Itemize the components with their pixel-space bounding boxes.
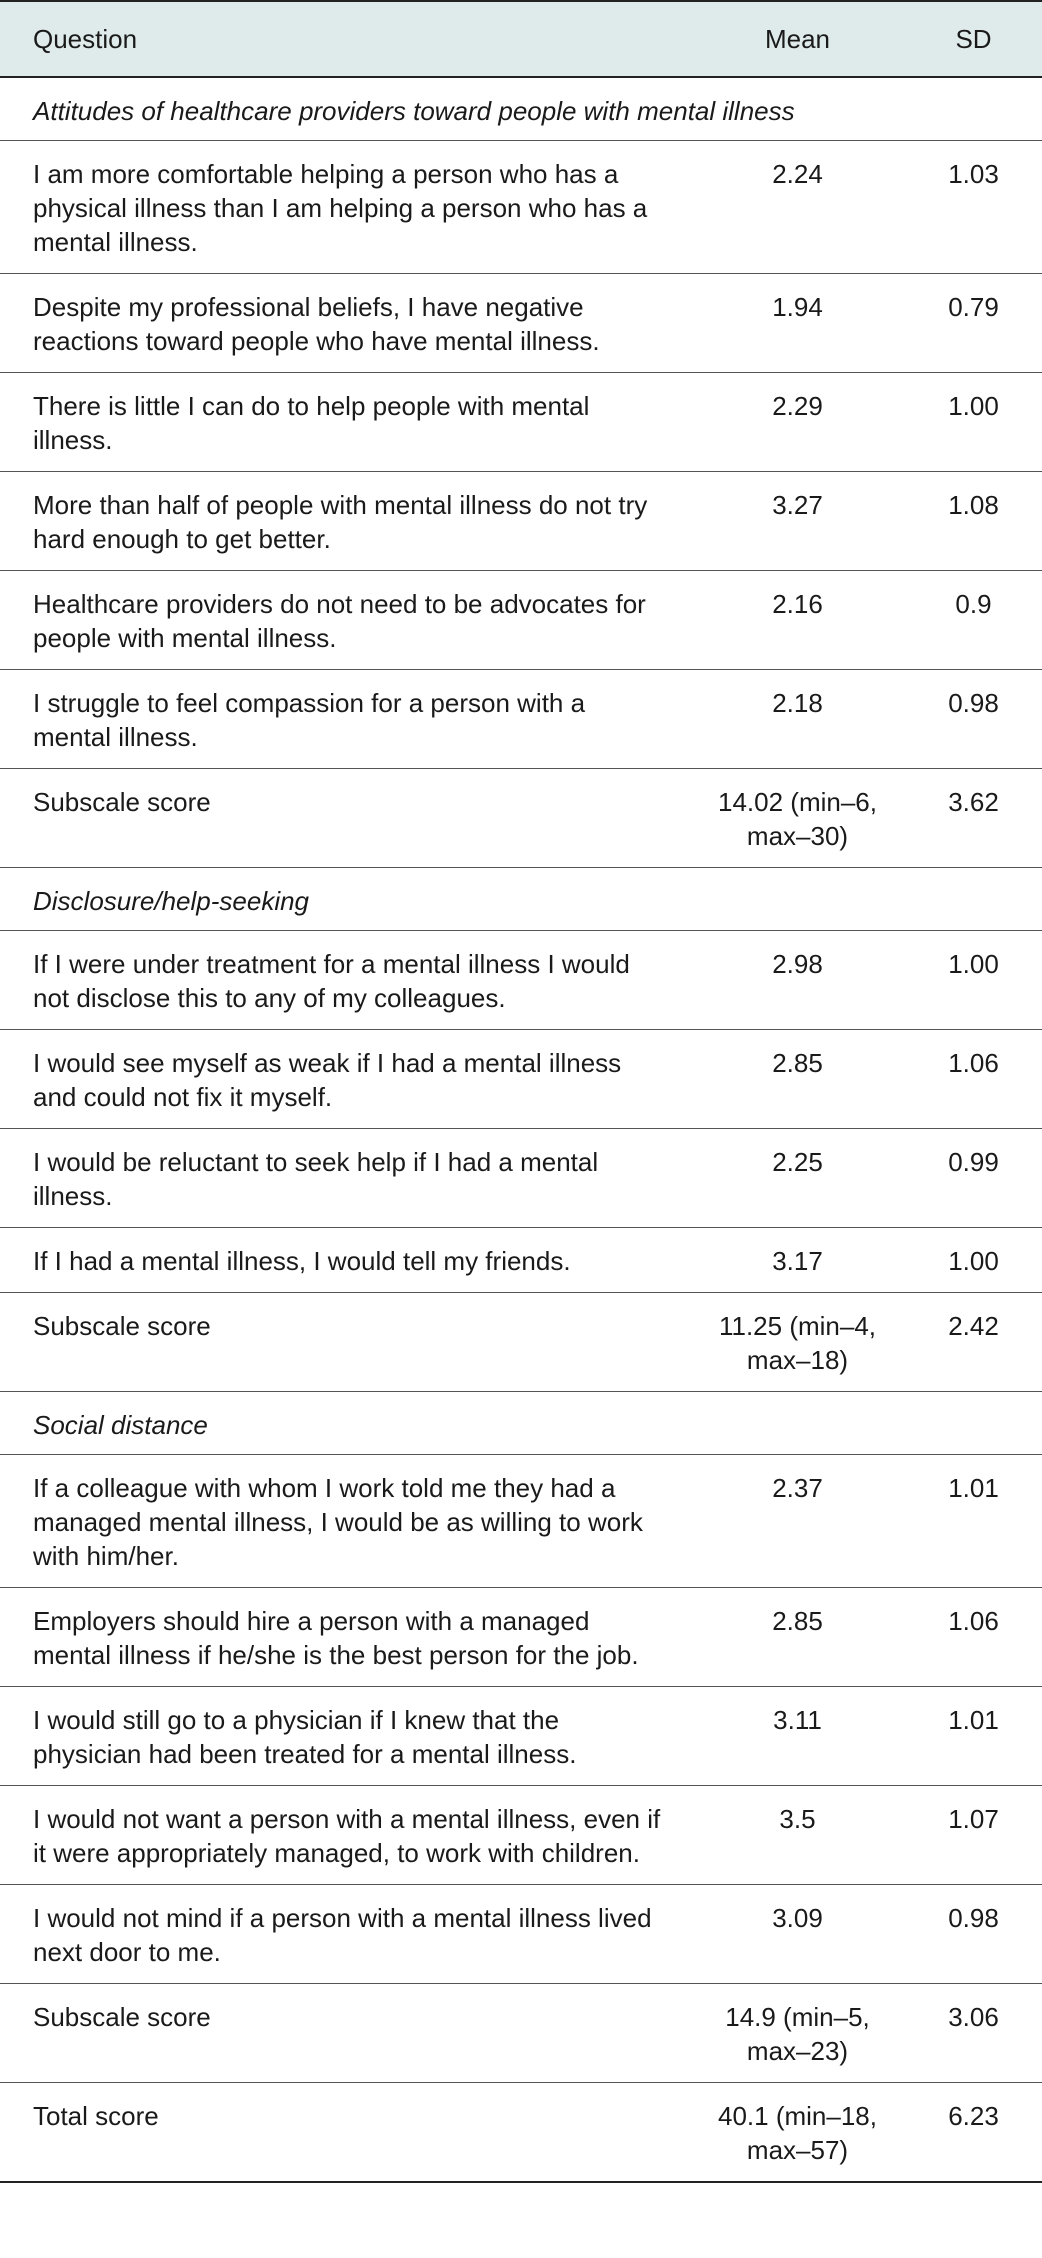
table-row bbox=[0, 931, 1042, 1030]
mean-cell: 2.98 bbox=[690, 931, 905, 1030]
table-row bbox=[0, 1293, 1042, 1392]
mean-cell: 1.94 bbox=[690, 274, 905, 373]
table-row bbox=[0, 1228, 1042, 1293]
question-cell: Subscale score bbox=[0, 769, 690, 868]
table-row bbox=[0, 1786, 1042, 1885]
mean-cell: 40.1 (min–18, max–57) bbox=[690, 2083, 905, 2183]
sd-cell: 3.62 bbox=[905, 769, 1042, 868]
question-cell: If I were under treatment for a mental illness I would not disclose this to any of my colleagues. bbox=[0, 931, 690, 1030]
question-cell: I would see myself as weak if I had a mental illness and could not fix it myself. bbox=[0, 1030, 690, 1129]
sd-cell: 1.00 bbox=[905, 931, 1042, 1030]
table-row bbox=[0, 670, 1042, 769]
sd-cell: 6.23 bbox=[905, 2083, 1042, 2183]
section-row bbox=[0, 77, 1042, 141]
question-cell: Total score bbox=[0, 2083, 690, 2183]
table-row bbox=[0, 571, 1042, 670]
section-label: Attitudes of healthcare providers toward people with mental illness bbox=[0, 77, 1042, 141]
mean-cell: 3.5 bbox=[690, 1786, 905, 1885]
mean-cell: 3.27 bbox=[690, 472, 905, 571]
mean-cell: 2.16 bbox=[690, 571, 905, 670]
question-cell: I would still go to a physician if I knew that the physician had been treated for a mental illness. bbox=[0, 1687, 690, 1786]
sd-cell: 0.99 bbox=[905, 1129, 1042, 1228]
header-row bbox=[0, 1, 1042, 77]
sd-cell: 0.9 bbox=[905, 571, 1042, 670]
sd-cell: 2.42 bbox=[905, 1293, 1042, 1392]
sd-cell: 3.06 bbox=[905, 1984, 1042, 2083]
question-cell: Subscale score bbox=[0, 1293, 690, 1392]
mean-cell: 11.25 (min–4, max–18) bbox=[690, 1293, 905, 1392]
sd-cell: 1.06 bbox=[905, 1030, 1042, 1129]
table-row bbox=[0, 1984, 1042, 2083]
table-row bbox=[0, 1030, 1042, 1129]
mean-cell: 2.25 bbox=[690, 1129, 905, 1228]
sd-cell: 1.07 bbox=[905, 1786, 1042, 1885]
mean-cell: 2.37 bbox=[690, 1455, 905, 1588]
question-cell: I would not want a person with a mental illness, even if it were appropriately managed, to work with children. bbox=[0, 1786, 690, 1885]
question-cell: I am more comfortable helping a person who has a physical illness than I am helping a person who has a mental illness. bbox=[0, 141, 690, 274]
mean-cell: 3.11 bbox=[690, 1687, 905, 1786]
table-row bbox=[0, 1129, 1042, 1228]
question-cell: More than half of people with mental illness do not try hard enough to get better. bbox=[0, 472, 690, 571]
sd-cell: 0.79 bbox=[905, 274, 1042, 373]
question-cell: If I had a mental illness, I would tell my friends. bbox=[0, 1228, 690, 1293]
table-row bbox=[0, 1885, 1042, 1984]
sd-cell: 1.00 bbox=[905, 373, 1042, 472]
table-row bbox=[0, 1455, 1042, 1588]
section-label: Social distance bbox=[0, 1392, 1042, 1455]
mean-cell: 3.09 bbox=[690, 1885, 905, 1984]
sd-cell: 1.06 bbox=[905, 1588, 1042, 1687]
question-cell: Healthcare providers do not need to be advocates for people with mental illness. bbox=[0, 571, 690, 670]
sd-cell: 0.98 bbox=[905, 1885, 1042, 1984]
table-row bbox=[0, 373, 1042, 472]
header-sd: SD bbox=[905, 1, 1042, 77]
table-row bbox=[0, 1588, 1042, 1687]
section-row bbox=[0, 868, 1042, 931]
sd-cell: 1.00 bbox=[905, 1228, 1042, 1293]
question-cell: I struggle to feel compassion for a person with a mental illness. bbox=[0, 670, 690, 769]
mean-cell: 2.24 bbox=[690, 141, 905, 274]
mean-cell: 2.18 bbox=[690, 670, 905, 769]
mean-cell: 14.9 (min–5, max–23) bbox=[690, 1984, 905, 2083]
sd-cell: 1.01 bbox=[905, 1455, 1042, 1588]
question-cell: There is little I can do to help people with mental illness. bbox=[0, 373, 690, 472]
table-row bbox=[0, 274, 1042, 373]
table-row bbox=[0, 1687, 1042, 1786]
question-cell: Despite my professional beliefs, I have negative reactions toward people who have mental illness. bbox=[0, 274, 690, 373]
table-row bbox=[0, 769, 1042, 868]
mean-cell: 2.29 bbox=[690, 373, 905, 472]
section-row bbox=[0, 1392, 1042, 1455]
question-cell: Employers should hire a person with a managed mental illness if he/she is the best person for the job. bbox=[0, 1588, 690, 1687]
sd-cell: 1.03 bbox=[905, 141, 1042, 274]
table-row bbox=[0, 472, 1042, 571]
table-row bbox=[0, 141, 1042, 274]
sd-cell: 0.98 bbox=[905, 670, 1042, 769]
table-row bbox=[0, 2083, 1042, 2183]
sd-cell: 1.01 bbox=[905, 1687, 1042, 1786]
mean-cell: 2.85 bbox=[690, 1588, 905, 1687]
header-mean: Mean bbox=[690, 1, 905, 77]
mean-cell: 2.85 bbox=[690, 1030, 905, 1129]
header-question: Question bbox=[0, 1, 690, 77]
question-cell: I would not mind if a person with a mental illness lived next door to me. bbox=[0, 1885, 690, 1984]
table-body bbox=[0, 77, 1042, 2182]
question-cell: Subscale score bbox=[0, 1984, 690, 2083]
mean-cell: 3.17 bbox=[690, 1228, 905, 1293]
section-label: Disclosure/help-seeking bbox=[0, 868, 1042, 931]
mean-cell: 14.02 (min–6, max–30) bbox=[690, 769, 905, 868]
question-cell: If a colleague with whom I work told me they had a managed mental illness, I would be as willing to work with him/her. bbox=[0, 1455, 690, 1588]
question-cell: I would be reluctant to seek help if I had a mental illness. bbox=[0, 1129, 690, 1228]
table-header bbox=[0, 1, 1042, 77]
sd-cell: 1.08 bbox=[905, 472, 1042, 571]
